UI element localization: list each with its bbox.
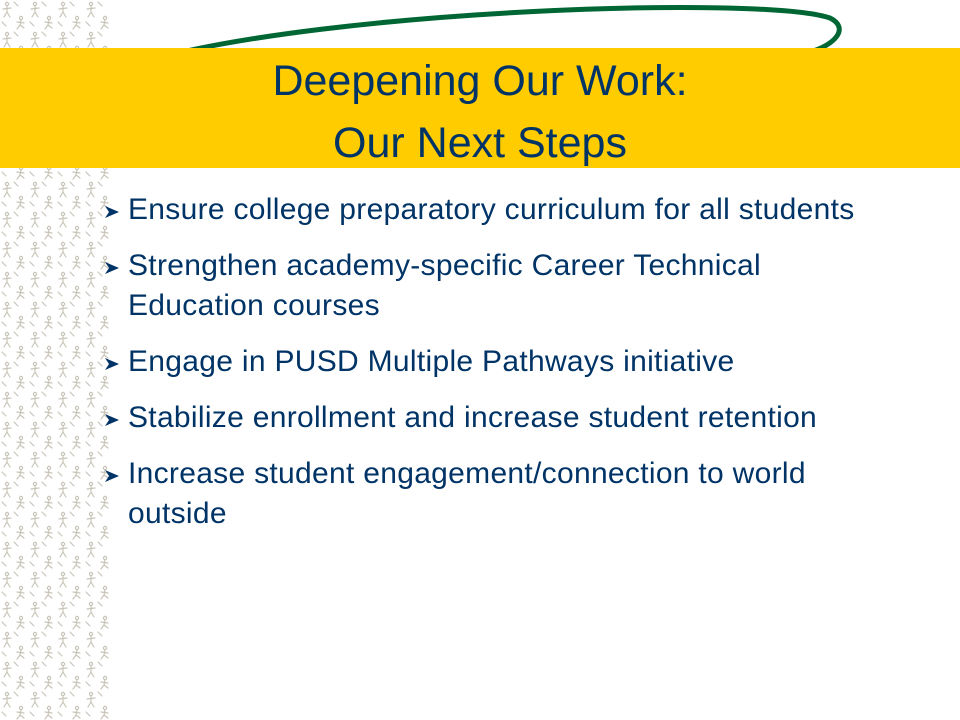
bullet-text: Engage in PUSD Multiple Pathways initiative [128, 345, 735, 378]
bullet-item [104, 342, 884, 382]
bullet-text: Increase student engagement/connection to world outside [128, 457, 806, 530]
bullet-list [104, 190, 884, 550]
bullet-text: Ensure college preparatory curriculum for all students [128, 193, 855, 226]
bullet-text: Strengthen academy-specific Career Technical Education courses [128, 249, 761, 322]
bullet-item [104, 454, 884, 534]
arrow-bullet-icon [104, 260, 122, 276]
arrow-bullet-icon [104, 356, 122, 372]
slide-title-line-1: Deepening Our Work: [272, 57, 688, 105]
arrow-bullet-icon [104, 468, 122, 484]
bullet-text: Stabilize enrollment and increase student retention [128, 401, 818, 434]
arrow-bullet-icon [104, 204, 122, 220]
slide-title-line-2: Our Next Steps [333, 119, 627, 167]
bullet-item [104, 190, 884, 230]
bullet-item [104, 398, 884, 438]
arrow-bullet-icon [104, 412, 122, 428]
bullet-item [104, 246, 884, 326]
